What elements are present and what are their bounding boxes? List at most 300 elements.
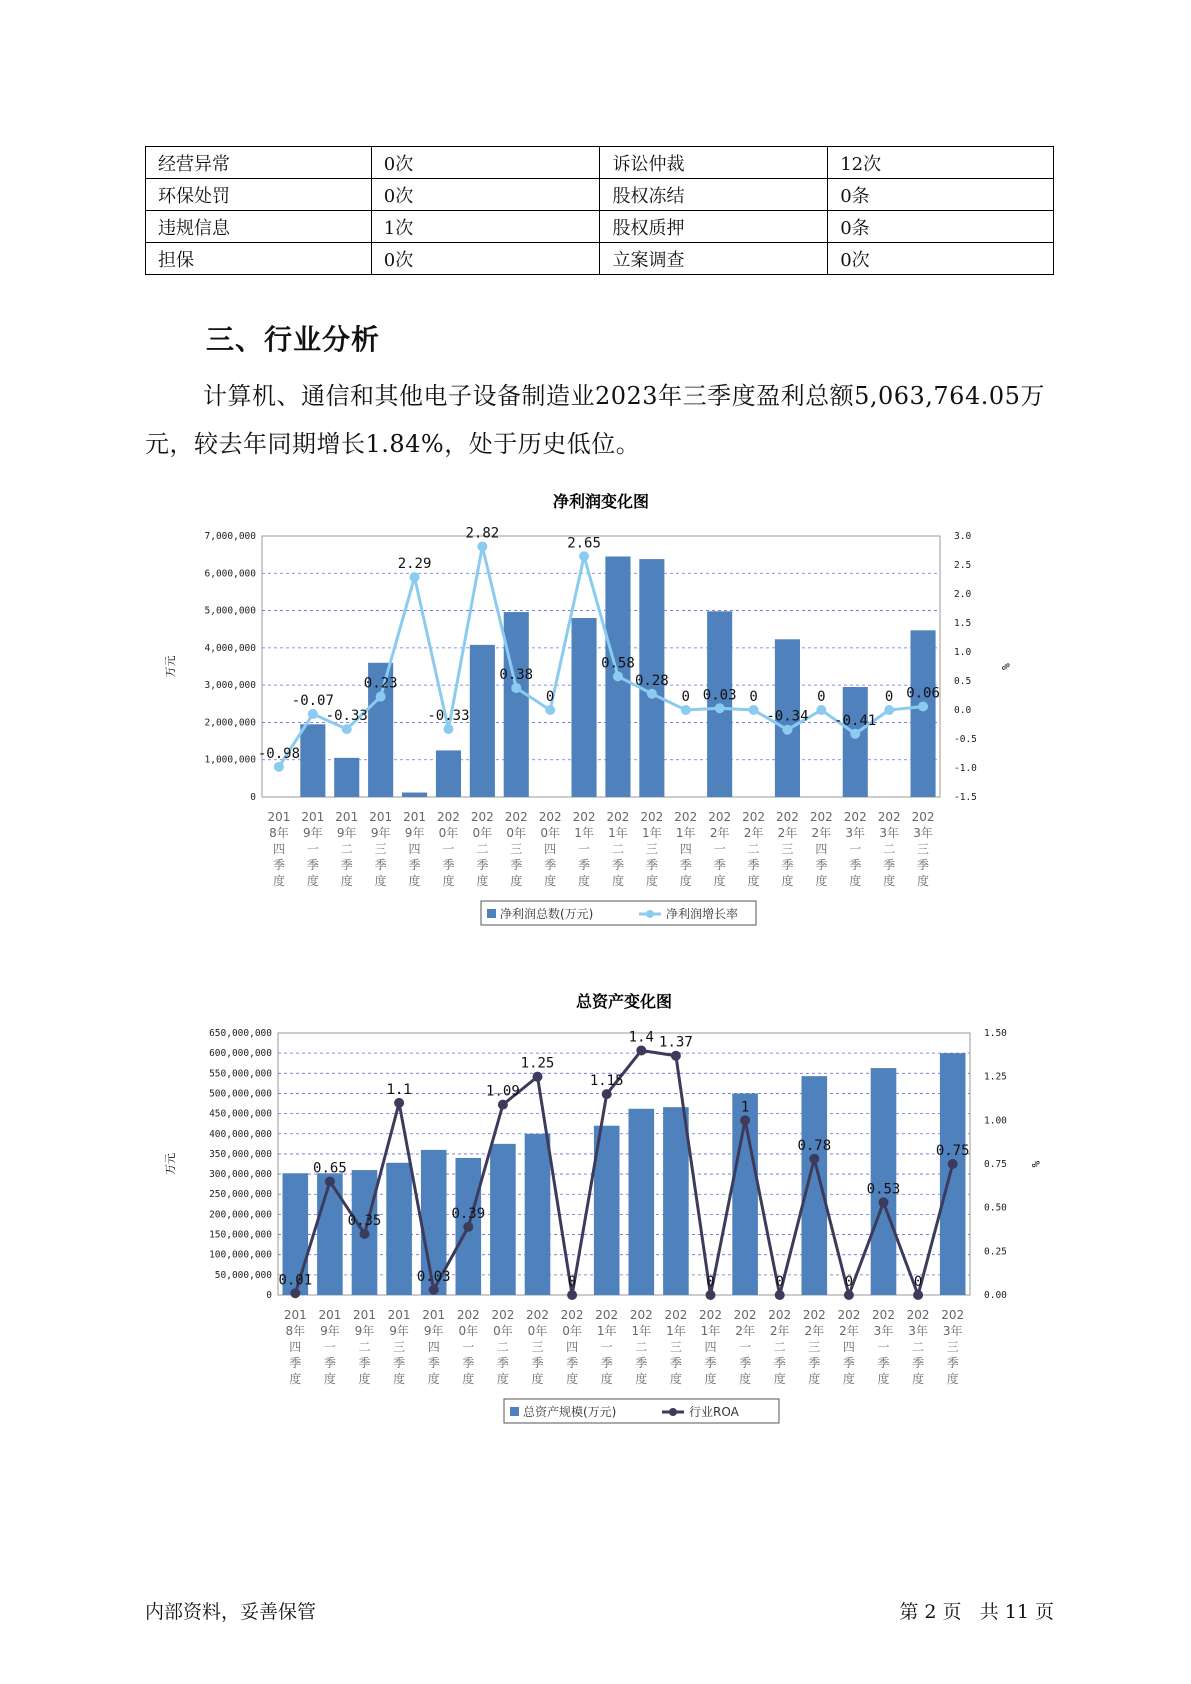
x-tick-label: 度 (427, 1372, 440, 1386)
x-tick-label: 8年 (269, 826, 289, 840)
data-label: 1.15 (589, 1073, 624, 1090)
x-tick-label: 三 (946, 1340, 959, 1354)
line-point (308, 709, 318, 719)
line-point (681, 705, 691, 715)
x-tick-label: 度 (566, 1372, 579, 1386)
x-tick-label: 1年 (675, 826, 696, 840)
x-tick-label: 度 (842, 1372, 855, 1386)
y-tick-label: 6,000,000 (204, 568, 256, 580)
y2-tick-label: 1.00 (984, 1115, 1007, 1127)
x-tick-label: 3年 (845, 826, 866, 840)
data-label: 0 (681, 689, 690, 705)
x-tick-label: 202 (491, 1308, 515, 1322)
x-tick-label: 一 (600, 1340, 613, 1354)
line-point (463, 1222, 473, 1232)
x-tick-label: 2年 (743, 826, 764, 840)
x-tick-label: 202 (699, 1308, 722, 1322)
table-cell: 0条 (828, 179, 1054, 211)
line-point (879, 1197, 889, 1207)
x-tick-label: 度 (476, 874, 489, 888)
y-tick-label: 450,000,000 (209, 1108, 272, 1120)
risk-info-table (145, 146, 1054, 275)
analysis-paragraph: 计算机、通信和其他电子设备制造业2023年三季度盈利总额5,063,764.05万元，较去年同期增长1.84%，处于历史低位。 (145, 382, 1045, 458)
y2-tick-label: 1.50 (984, 1028, 1007, 1039)
x-tick-label: 2年 (709, 826, 730, 840)
net-profit-chart-svg (160, 485, 1040, 945)
legend-label-line: 净利润增长率 (666, 907, 739, 921)
line-point (274, 762, 284, 772)
table-cell: 立案调查 (600, 243, 828, 275)
data-label: 0.03 (702, 687, 737, 704)
x-tick-label: 度 (442, 874, 455, 888)
y-axis-label: 万元 (164, 655, 177, 678)
y2-axis-label: % (999, 663, 1012, 670)
bar (940, 1053, 966, 1295)
line-point (671, 1051, 681, 1061)
data-label: 0 (567, 1274, 577, 1290)
y-tick-label: 50,000,000 (214, 1269, 272, 1281)
x-tick-label: 202 (526, 1308, 549, 1322)
y-tick-label: 200,000,000 (209, 1209, 272, 1221)
x-tick-label: 度 (374, 874, 387, 888)
x-tick-label: 2年 (804, 1324, 825, 1338)
line-point (533, 1072, 543, 1082)
x-tick-label: 度 (323, 1372, 336, 1386)
x-tick-label: 季 (808, 1356, 821, 1370)
x-tick-label: 202 (606, 810, 630, 824)
x-tick-label: 0年 (562, 1324, 582, 1338)
data-label: 2.82 (465, 525, 500, 542)
bar (470, 645, 495, 797)
x-tick-label: 季 (912, 1356, 925, 1370)
x-tick-label: 度 (578, 874, 591, 888)
x-tick-label: 度 (289, 1372, 302, 1386)
x-tick-label: 度 (544, 874, 557, 888)
x-tick-label: 度 (358, 1372, 371, 1386)
x-tick-label: 9年 (423, 1324, 444, 1338)
legend-swatch-bar (510, 1407, 519, 1416)
footer-confidential: 内部资料，妥善保管 (145, 1601, 317, 1623)
x-tick-label: 三 (917, 842, 930, 856)
data-label: 1.37 (659, 1034, 693, 1051)
x-tick-label: 季 (917, 858, 930, 872)
x-tick-label: 202 (941, 1308, 965, 1322)
y2-tick-label: 2.5 (954, 560, 972, 571)
x-tick-label: 202 (872, 1308, 895, 1322)
section-title: 三、行业分析 (206, 323, 381, 356)
x-tick-label: 202 (456, 1308, 480, 1322)
data-label: 0.35 (347, 1212, 382, 1229)
x-tick-label: 季 (781, 858, 794, 872)
x-tick-label: 202 (470, 810, 494, 824)
data-label: -0.34 (766, 708, 809, 725)
bar (843, 687, 868, 797)
x-tick-label: 202 (629, 1308, 653, 1322)
data-label: 0 (844, 1274, 854, 1290)
y-tick-label: 350,000,000 (209, 1148, 272, 1160)
page-number: 2 (924, 1601, 937, 1623)
total-assets-chart-svg (160, 985, 1040, 1445)
data-label: 0.39 (451, 1205, 486, 1222)
y2-tick-label: 1.5 (954, 618, 972, 629)
bar (801, 1076, 827, 1295)
x-tick-label: 季 (877, 1356, 890, 1370)
x-tick-label: 二 (747, 842, 760, 856)
x-tick-label: 四 (704, 1340, 717, 1354)
bar (504, 612, 529, 797)
line-point (579, 551, 589, 561)
x-tick-label: 度 (917, 874, 930, 888)
x-tick-label: 202 (708, 810, 732, 824)
x-tick-label: 度 (462, 1372, 475, 1386)
x-tick-label: 季 (645, 858, 658, 872)
x-tick-label: 二 (635, 1340, 648, 1354)
y2-axis-label: % (1029, 1160, 1042, 1168)
x-tick-label: 0年 (540, 826, 560, 840)
x-tick-label: 季 (713, 858, 726, 872)
x-tick-label: 季 (462, 1356, 475, 1370)
y-tick-label: 3,000,000 (204, 680, 256, 692)
line-point (613, 671, 623, 681)
data-label: 0.53 (866, 1181, 901, 1198)
data-label: 0.38 (499, 666, 534, 683)
x-tick-label: 三 (374, 842, 387, 856)
x-tick-label: 季 (306, 858, 319, 872)
x-tick-label: 202 (802, 1308, 826, 1322)
table-row (146, 243, 1054, 275)
x-tick-label: 1年 (596, 1324, 617, 1338)
x-tick-label: 季 (578, 858, 591, 872)
total-pages: 11 (1004, 1601, 1029, 1623)
x-tick-label: 201 (283, 1308, 307, 1322)
x-tick-label: 1年 (631, 1324, 652, 1338)
x-tick-label: 季 (611, 858, 624, 872)
x-tick-label: 一 (323, 1340, 336, 1354)
x-tick-label: 季 (849, 858, 862, 872)
y-tick-label: 650,000,000 (209, 1028, 272, 1039)
x-tick-label: 度 (877, 1372, 890, 1386)
data-label: 0.23 (363, 675, 398, 692)
x-tick-label: 季 (544, 858, 557, 872)
x-tick-label: 1年 (574, 826, 594, 840)
x-tick-label: 季 (946, 1356, 959, 1370)
x-tick-label: 一 (442, 842, 455, 856)
table-row (146, 211, 1054, 243)
x-tick-label: 度 (600, 1372, 613, 1386)
bar (386, 1163, 412, 1295)
x-tick-label: 3年 (942, 1324, 963, 1338)
x-tick-label: 1年 (700, 1324, 721, 1338)
legend-swatch-marker (646, 910, 654, 918)
y2-tick-label: 2.0 (954, 589, 972, 600)
data-label: 0 (913, 1274, 923, 1290)
x-tick-label: 9年 (370, 826, 391, 840)
data-label: -0.07 (291, 693, 334, 710)
x-tick-label: 度 (340, 874, 353, 888)
data-label: 1.09 (486, 1083, 520, 1100)
x-tick-label: 201 (267, 810, 291, 824)
line-point (477, 541, 487, 551)
x-tick-label: 202 (768, 1308, 792, 1322)
x-tick-label: 201 (335, 810, 359, 824)
x-tick-label: 季 (600, 1356, 613, 1370)
bar (317, 1173, 343, 1295)
x-tick-label: 2年 (735, 1324, 755, 1338)
x-tick-label: 季 (408, 858, 421, 872)
x-tick-label: 201 (403, 810, 427, 824)
x-tick-label: 度 (808, 1372, 821, 1386)
x-tick-label: 202 (560, 1308, 584, 1322)
line-point (290, 1288, 300, 1298)
x-tick-label: 2年 (811, 826, 832, 840)
line-point (360, 1229, 370, 1239)
x-tick-label: 0年 (527, 1324, 548, 1338)
chart-title: 总资产变化图 (575, 992, 673, 1011)
table-cell: 股权冻结 (600, 179, 828, 211)
y2-tick-label: 0.0 (954, 705, 972, 716)
x-tick-label: 季 (815, 858, 828, 872)
line-point (647, 689, 657, 699)
data-label: 0.78 (797, 1137, 832, 1154)
data-label: 1.1 (386, 1081, 412, 1098)
data-label: 0.75 (935, 1143, 970, 1159)
x-tick-label: 季 (773, 1356, 786, 1370)
bar (628, 1109, 654, 1295)
line-point (636, 1045, 646, 1055)
y2-tick-label: -1.0 (954, 763, 977, 774)
x-tick-label: 度 (912, 1372, 925, 1386)
x-tick-label: 季 (323, 1356, 336, 1370)
x-tick-label: 季 (358, 1356, 371, 1370)
table-row (146, 147, 1054, 179)
x-tick-label: 度 (815, 874, 828, 888)
x-tick-label: 3年 (908, 1324, 928, 1338)
data-label: -0.33 (325, 708, 368, 725)
data-label: 0.03 (416, 1268, 451, 1285)
x-tick-label: 季 (427, 1356, 440, 1370)
y-tick-label: 600,000,000 (209, 1048, 272, 1060)
data-label: 2.65 (567, 535, 601, 552)
y-tick-label: 0 (266, 1290, 272, 1301)
line-point (545, 705, 555, 715)
x-tick-label: 202 (742, 810, 766, 824)
data-label: 2.29 (397, 556, 432, 573)
data-label: 0.06 (906, 685, 940, 702)
x-tick-label: 9年 (404, 826, 425, 840)
data-label: 0.01 (278, 1272, 313, 1289)
x-tick-label: 度 (510, 874, 523, 888)
line-point (948, 1159, 958, 1169)
y2-tick-label: -0.5 (954, 734, 977, 745)
table-cell: 违规信息 (146, 211, 372, 243)
x-tick-label: 一 (713, 842, 726, 856)
table-cell: 股权质押 (600, 211, 828, 243)
y-axis-label: 万元 (164, 1153, 177, 1175)
x-tick-label: 季 (393, 1356, 406, 1370)
legend-label-bar: 净利润总数(万元) (500, 907, 594, 921)
table-cell: 0次 (371, 243, 600, 275)
bar (911, 630, 936, 797)
line-point (602, 1089, 612, 1099)
x-tick-label: 度 (883, 874, 896, 888)
line-point (715, 703, 725, 713)
y-tick-label: 4,000,000 (204, 642, 256, 654)
x-tick-label: 度 (739, 1372, 752, 1386)
bar (663, 1107, 689, 1295)
x-tick-label: 度 (306, 874, 319, 888)
x-tick-label: 三 (669, 1340, 682, 1354)
y2-tick-label: 1.0 (954, 647, 972, 658)
x-tick-label: 二 (611, 842, 624, 856)
x-tick-label: 一 (306, 842, 319, 856)
x-tick-label: 0年 (506, 826, 527, 840)
x-tick-label: 度 (849, 874, 862, 888)
x-tick-label: 202 (775, 810, 799, 824)
x-tick-label: 一 (739, 1340, 752, 1354)
footer-page-number (899, 1597, 1054, 1624)
line-point (850, 729, 860, 739)
x-tick-label: 三 (393, 1340, 406, 1354)
x-tick-label: 度 (611, 874, 624, 888)
x-tick-label: 201 (369, 810, 393, 824)
x-tick-label: 202 (843, 810, 867, 824)
total-suffix: 页 (1034, 1601, 1054, 1623)
x-tick-label: 季 (531, 1356, 544, 1370)
y2-tick-label: 0.25 (984, 1246, 1007, 1258)
x-tick-label: 9年 (303, 826, 323, 840)
x-tick-label: 0年 (438, 826, 459, 840)
y-tick-label: 2,000,000 (204, 717, 256, 729)
x-tick-label: 202 (877, 810, 901, 824)
x-tick-label: 季 (883, 858, 896, 872)
page-prefix: 第 (899, 1601, 919, 1623)
y2-tick-label: -1.5 (954, 792, 977, 803)
data-label: 1 (740, 1099, 750, 1116)
x-tick-label: 二 (340, 842, 353, 856)
table-cell: 0次 (828, 243, 1054, 275)
x-tick-label: 季 (704, 1356, 717, 1370)
x-tick-label: 202 (911, 810, 935, 824)
x-tick-label: 二 (883, 842, 896, 856)
x-tick-label: 202 (809, 810, 833, 824)
data-label: 1.25 (520, 1055, 555, 1072)
x-tick-label: 度 (645, 874, 658, 888)
line-point (706, 1290, 716, 1300)
y-tick-label: 250,000,000 (209, 1189, 272, 1201)
x-tick-label: 二 (476, 842, 489, 856)
x-tick-label: 二 (496, 1340, 509, 1354)
y-tick-label: 100,000,000 (209, 1249, 272, 1261)
x-tick-label: 季 (442, 858, 455, 872)
y-tick-label: 5,000,000 (204, 605, 256, 617)
x-tick-label: 1年 (642, 826, 662, 840)
table-cell: 0条 (828, 211, 1054, 243)
x-tick-label: 季 (374, 858, 387, 872)
table-cell: 诉讼仲裁 (600, 147, 828, 179)
data-label: 0 (817, 689, 826, 705)
x-tick-label: 季 (679, 858, 692, 872)
x-tick-label: 季 (566, 1356, 579, 1370)
data-label: -0.41 (834, 712, 877, 729)
x-tick-label: 0年 (458, 1324, 479, 1338)
x-tick-label: 季 (496, 1356, 509, 1370)
x-tick-label: 度 (704, 1372, 717, 1386)
legend-swatch-bar (487, 909, 496, 918)
x-tick-label: 202 (733, 1308, 757, 1322)
x-tick-label: 四 (566, 1340, 579, 1354)
data-label: -0.98 (257, 745, 301, 762)
y2-tick-label: 0.5 (954, 676, 972, 687)
data-label: 0.28 (634, 672, 669, 689)
x-tick-label: 1年 (666, 1324, 686, 1338)
data-label: 0 (749, 689, 758, 705)
x-tick-label: 3年 (879, 826, 899, 840)
x-tick-label: 202 (538, 810, 562, 824)
bar (436, 750, 461, 797)
x-tick-label: 三 (531, 1340, 544, 1354)
y2-tick-label: 0.00 (984, 1290, 1007, 1301)
line-point (410, 572, 420, 582)
legend-label-line: 行业ROA (689, 1405, 739, 1419)
x-tick-label: 一 (462, 1340, 475, 1354)
x-tick-label: 202 (595, 1308, 619, 1322)
line-point (913, 1290, 923, 1300)
x-tick-label: 202 (640, 810, 664, 824)
legend-swatch-marker (669, 1408, 677, 1416)
legend-label-bar: 总资产规模(万元) (523, 1405, 617, 1419)
line-point (884, 705, 894, 715)
x-tick-label: 201 (318, 1308, 342, 1322)
x-tick-label: 季 (272, 858, 285, 872)
x-tick-label: 度 (669, 1372, 682, 1386)
y-tick-label: 300,000,000 (209, 1169, 272, 1181)
x-tick-label: 三 (808, 1340, 821, 1354)
data-label: 0 (706, 1274, 715, 1290)
y-tick-label: 550,000,000 (209, 1068, 272, 1080)
x-tick-label: 2年 (769, 1324, 790, 1338)
line-point (816, 705, 826, 715)
x-tick-label: 3年 (873, 1324, 894, 1338)
x-tick-label: 四 (408, 842, 421, 856)
x-tick-label: 二 (912, 1340, 925, 1354)
x-tick-label: 一 (578, 842, 591, 856)
x-tick-label: 度 (393, 1372, 406, 1386)
x-tick-label: 季 (476, 858, 489, 872)
x-tick-label: 1年 (608, 826, 628, 840)
bar (525, 1134, 551, 1295)
x-tick-label: 季 (510, 858, 523, 872)
line-point (918, 702, 928, 712)
x-tick-label: 0年 (493, 1324, 513, 1338)
data-label: 0.65 (313, 1160, 347, 1177)
line-point (325, 1176, 335, 1186)
x-tick-label: 9年 (336, 826, 357, 840)
x-tick-label: 2年 (777, 826, 798, 840)
y-tick-label: 1,000,000 (204, 754, 256, 766)
x-tick-label: 四 (679, 842, 692, 856)
x-tick-label: 季 (739, 1356, 752, 1370)
line-point (775, 1290, 785, 1300)
x-tick-label: 二 (358, 1340, 371, 1354)
data-label: 1.4 (628, 1029, 654, 1046)
x-tick-label: 202 (664, 1308, 688, 1322)
table-cell: 担保 (146, 243, 372, 275)
x-tick-label: 度 (531, 1372, 544, 1386)
line-point (511, 683, 521, 693)
table-cell: 0次 (371, 147, 600, 179)
x-tick-label: 202 (674, 810, 698, 824)
total-prefix: 共 (979, 1601, 999, 1623)
